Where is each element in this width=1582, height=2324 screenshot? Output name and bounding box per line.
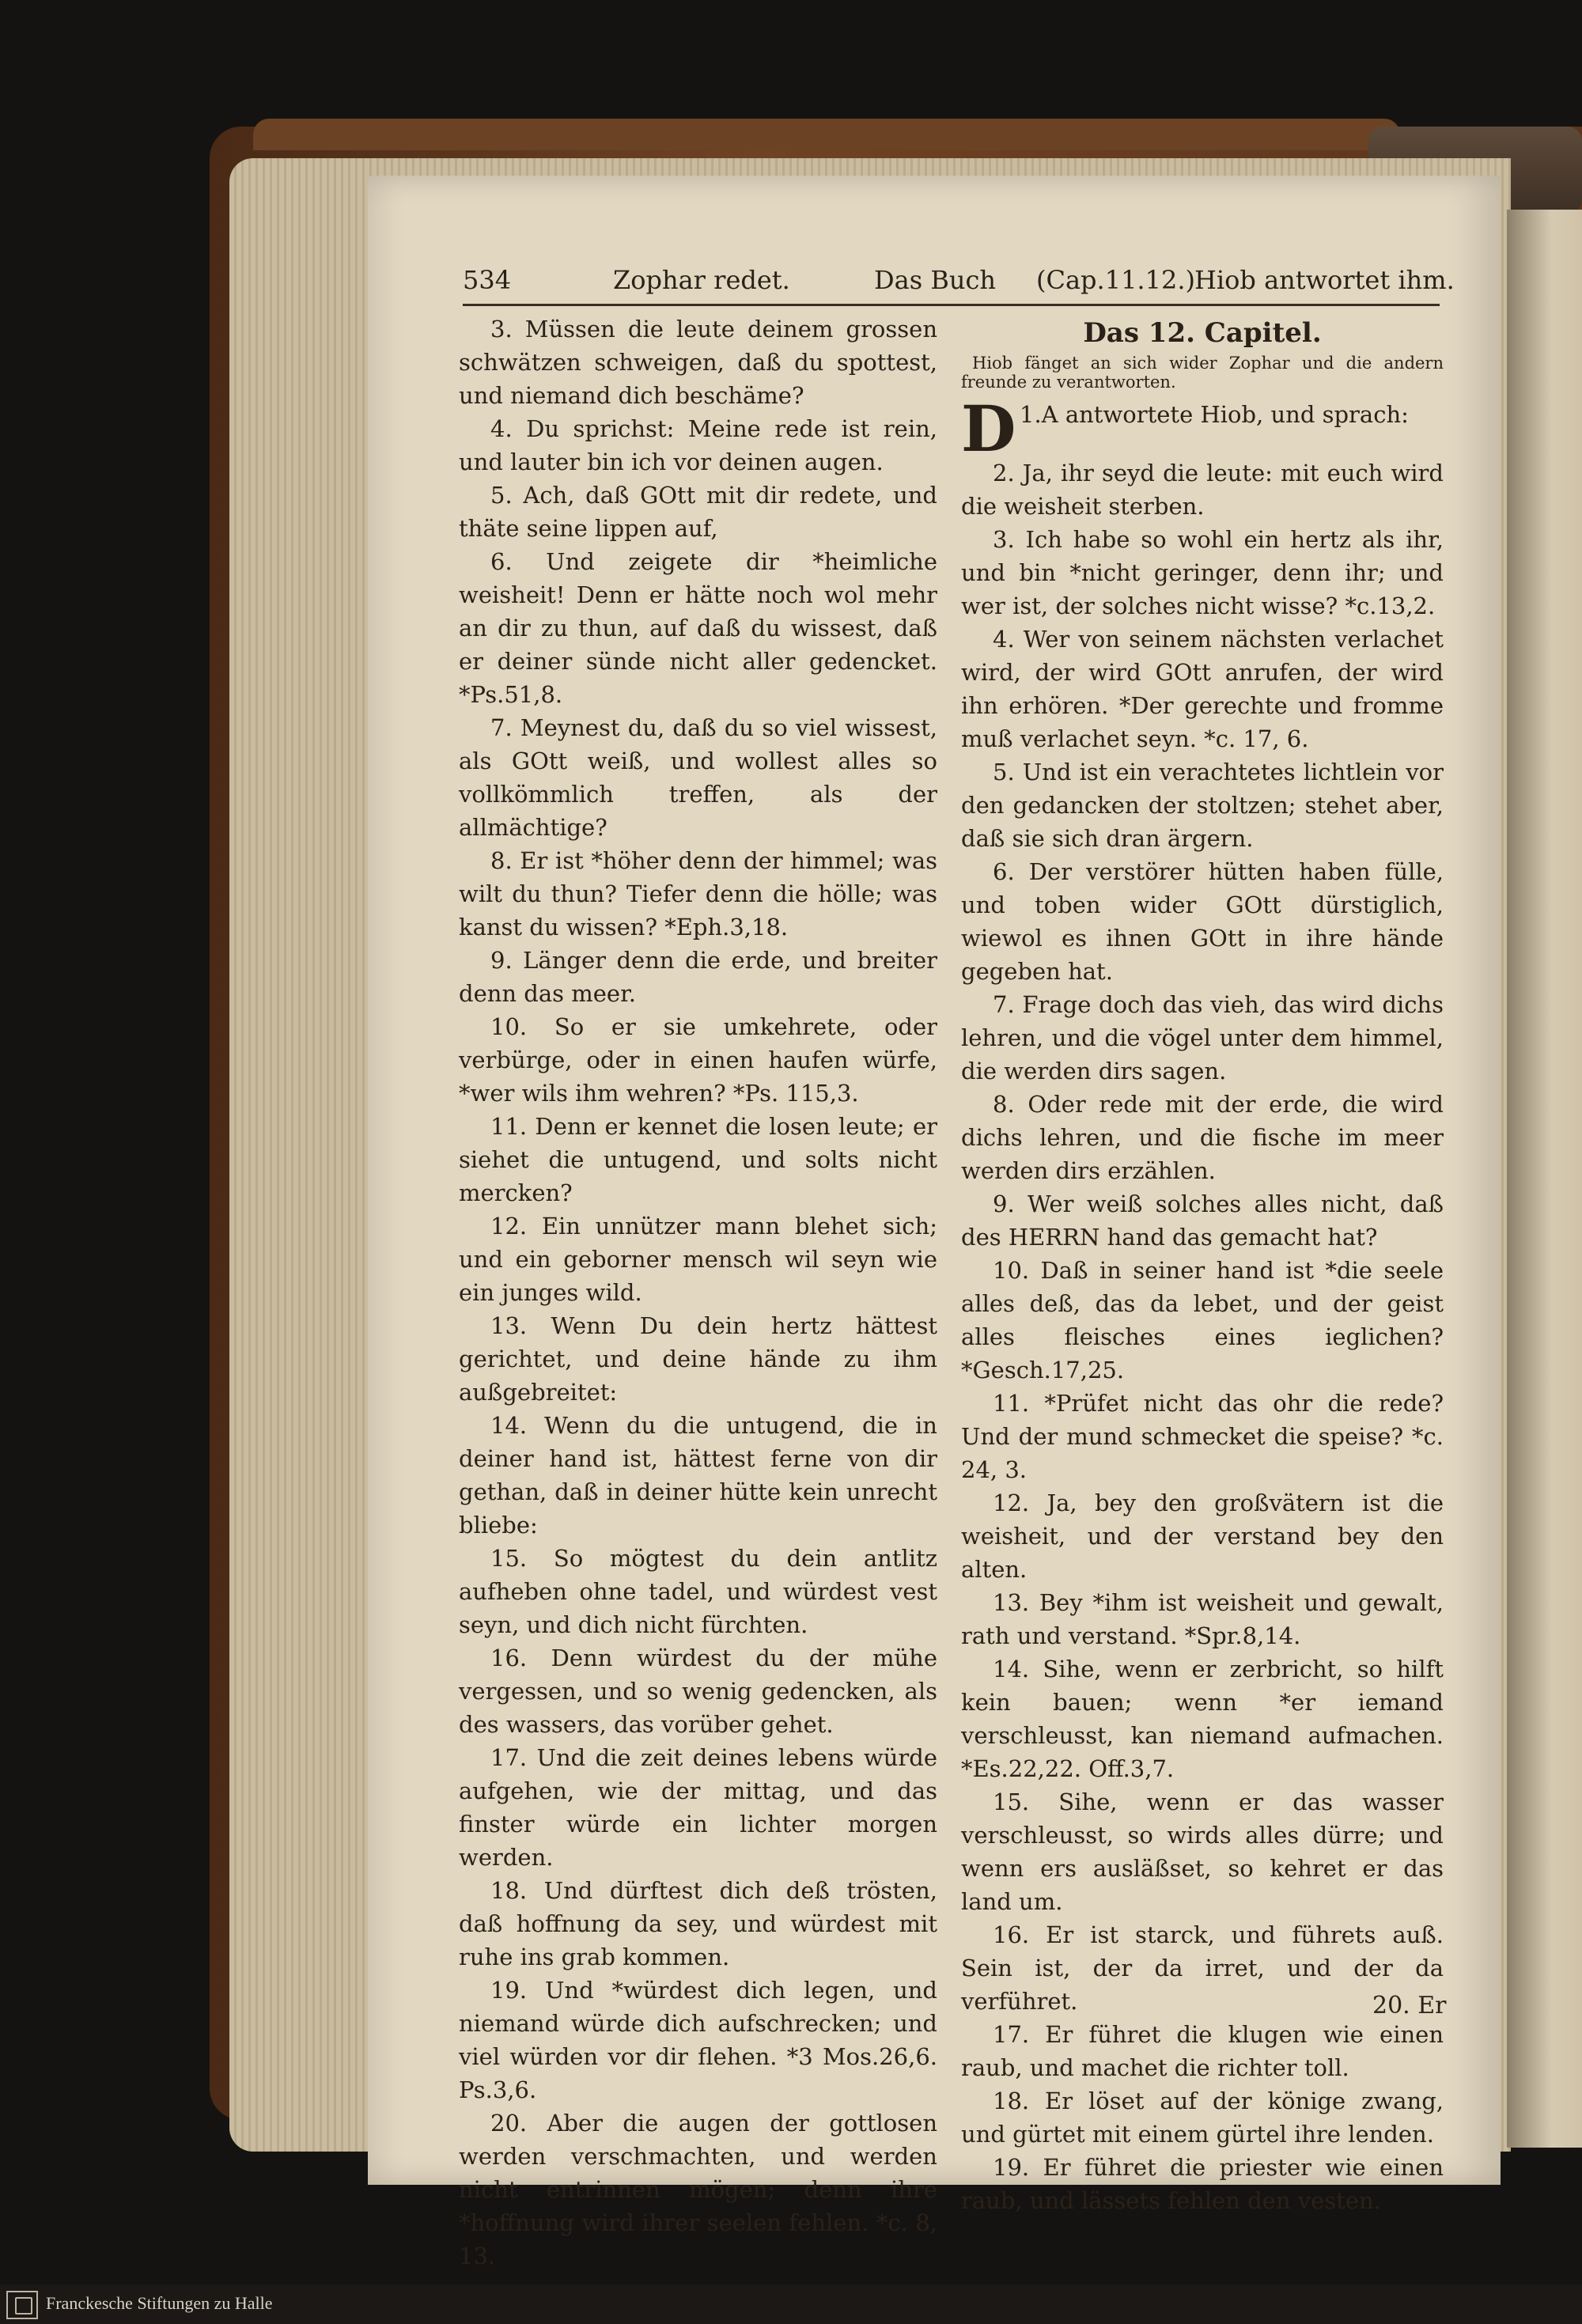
verse: 17. Und die zeit deines lebens würde aufgehen, wie der mittag, und das finster würde ein lichter morgen werden. <box>459 1744 937 1871</box>
verse: 14. Wenn du die untugend, die in deiner hand ist, hättest ferne von dir gethan, daß in deiner hütte kein unrecht bliebe: <box>459 1412 937 1539</box>
verse: 2. Ja, ihr seyd die leute: mit euch wird die weisheit sterben. <box>961 460 1444 520</box>
chapter-summary: Hiob fänget an sich wider Zophar und die andern freunde zu verantworten. <box>961 354 1444 392</box>
running-header <box>463 257 1455 305</box>
verse: 3. Ich habe so wohl ein hertz als ihr, und bin *nicht geringer, denn ihr; und wer ist, der solches nicht wisse? *c.13,2. <box>961 526 1444 619</box>
verse: 12. Ja, bey den großvätern ist die weisheit, und der verstand bey den alten. <box>961 1489 1444 1583</box>
verse: 16. Er ist starck, und führets auß. Sein ist, der da irret, und der da verführet. <box>961 1921 1444 2015</box>
verse: 5. Ach, daß GOtt mit dir redete, und thäte seine lippen auf, <box>459 482 937 542</box>
institution-logo-icon <box>6 2291 38 2319</box>
header-rule <box>463 304 1440 306</box>
verse: 15. Sihe, wenn er das wasser verschleusst, so wirds alles dürre; und wenn ers ausläßset, so kehret er das land um. <box>961 1788 1444 1915</box>
verse: 7. Meynest du, daß du so viel wissest, als GOtt weiß, und wollest alles so vollkömmlich treffen, als der allmächtige? <box>459 714 937 841</box>
verse: 14. Sihe, wenn er zerbricht, so hilft kein bauen; wenn *er iemand verschleusst, kan niemand aufmachen. *Es.22,22. Off.3,7. <box>961 1656 1444 1782</box>
verse: 17. Er führet die klugen wie einen raub, und machet die richter toll. <box>961 2021 1444 2081</box>
right-running-title: Hiob antwortet ihm. <box>1194 265 1455 295</box>
verse: 15. So mögtest du dein antlitz aufheben ohne tadel, und würdest vest seyn, und dich nicht fürchten. <box>459 1545 937 1638</box>
verse: 8. Oder rede mit der erde, die wird dichs lehren, und die fische im meer werden dirs erzählen. <box>961 1091 1444 1184</box>
verse-number: 1. <box>1020 401 1042 428</box>
verse: 12. Ein unnützer mann blehet sich; und ein geborner mensch wil seyn wie ein junges wild. <box>459 1213 937 1306</box>
verse: 16. Denn würdest du der mühe vergessen, und so wenig gedencken, als des wassers, das vorüber gehet. <box>459 1645 937 1738</box>
verse: 19. Er führet die priester wie einen raub, und lässets fehlen den vesten. <box>961 2154 1444 2214</box>
verse: 18. Und dürftest dich deß trösten, daß hoffnung da sey, und würdest mit ruhe ins grab kommen. <box>459 1877 937 1970</box>
facing-page-edge <box>1507 210 1582 2148</box>
left-running-title: Zophar redet. <box>613 265 790 295</box>
verse: 9. Wer weiß solches alles nicht, daß des HERRN hand das gemacht hat? <box>961 1190 1444 1251</box>
verse: 3. Müssen die leute deinem grossen schwätzen schweigen, daß du spottest, und niemand dich beschäme? <box>459 316 937 409</box>
drop-cap: D <box>961 392 1016 466</box>
verse: 7. Frage doch das vieh, das wird dichs lehren, und die vögel unter dem himmel, die werden dirs sagen. <box>961 991 1444 1084</box>
verse: 10. Daß in seiner hand ist *die seele alles deß, das da lebet, und der geist alles fleisches eines ieglichen? *Gesch.17,25. <box>961 1257 1444 1383</box>
verse: 11. Denn er kennet die losen leute; er siehet die untugend, und solts nicht mercken? <box>459 1113 937 1206</box>
verse-text: A antwortete Hiob, und sprach: <box>1041 401 1409 428</box>
cover-edge <box>253 119 1400 150</box>
verse: 13. Bey *ihm ist weisheit und gewalt, rath und verstand. *Spr.8,14. <box>961 1589 1444 1649</box>
institution-name: Franckesche Stiftungen zu Halle <box>46 2293 273 2313</box>
verse: 20. Aber die augen der gottlosen werden verschmachten, und werden nicht entrinnen mögen; denn ihre *hoffnung wird ihrer seelen fehlen. *c. 8, 13. <box>459 2110 937 2269</box>
verse: 9. Länger denn die erde, und breiter denn das meer. <box>459 947 937 1007</box>
verse: 6. Und zeigete dir *heimliche weisheit! Denn er hätte noch wol mehr an dir zu thun, auf daß du wissest, daß er deiner sünde nicht aller gedencket. *Ps.51,8. <box>459 548 937 708</box>
chapter-title: Das 12. Capitel. <box>1083 317 1322 349</box>
verse: 4. Wer von seinem nächsten verlachet wird, der wird GOtt anrufen, der wird ihn erhören. *Der gerechte und fromme muß verlachet seyn. *c. 17, 6. <box>961 626 1444 752</box>
verse: 10. So er sie umkehrete, oder verbürge, oder in einen haufen würfe, *wer wils ihm wehren? *Ps. 115,3. <box>459 1013 937 1107</box>
catchword: 20. Er <box>1372 1992 1447 2019</box>
verse: 6. Der verstörer hütten haben fülle, und toben wider GOtt dürstiglich, wiewol es ihnen GOtt in ihre hände gegeben hat. <box>961 858 1444 985</box>
chapter-reference: (Cap.11.12.) <box>1036 265 1195 295</box>
left-column <box>459 312 937 2273</box>
verse: 13. Wenn Du dein hertz hättest gerichtet, und deine hände zu ihm außgebreitet: <box>459 1312 937 1406</box>
right-column <box>961 312 1444 2217</box>
verse: 8. Er ist *höher denn der himmel; was wilt du thun? Tiefer denn die hölle; was kanst du wissen? *Eph.3,18. <box>459 847 937 941</box>
verse: 5. Und ist ein verachtetes lichtlein vor den gedancken der stoltzen; stehet aber, daß sie sich dran ärgern. <box>961 759 1444 852</box>
book-title: Das Buch <box>874 265 996 295</box>
verse: 19. Und *würdest dich legen, und niemand würde dich aufschrecken; und viel würden vor dir flehen. *3 Mos.26,6. Ps.3,6. <box>459 1977 937 2103</box>
verse: 11. *Prüfet nicht das ohr die rede? Und der mund schmecket die speise? *c. 24, 3. <box>961 1390 1444 1483</box>
verse: 18. Er löset auf der könige zwang, und gürtet mit einem gürtel ihre lenden. <box>961 2087 1444 2148</box>
page-number: 534 <box>463 265 512 295</box>
verse-1 <box>961 392 1444 466</box>
verse: 4. Du sprichst: Meine rede ist rein, und lauter bin ich vor deinen augen. <box>459 415 937 475</box>
